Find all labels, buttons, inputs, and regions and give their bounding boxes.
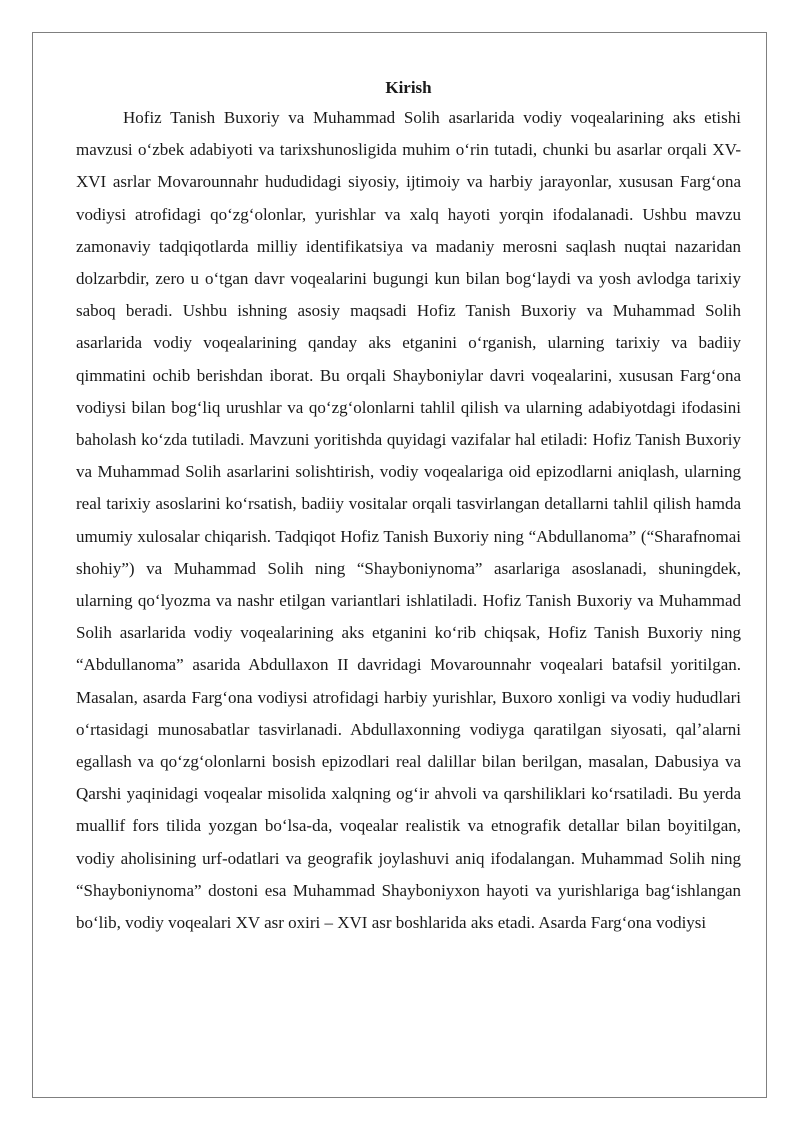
document-body xyxy=(76,74,741,939)
body-paragraph: Hofiz Tanish Buxoriy va Muhammad Solih asarlarida vodiy voqealarining aks etishi mavzusi oʻzbek adabiyoti va tarixshunosligida muhim oʻrin tutadi, chunki bu asarlar orqali XV-XVI asrlar Movarounnahr hududidagi siyosiy, ijtimoiy va harbiy jarayonlar, xususan Fargʻona vodiysi atrofidagi qoʻzgʻolonlar, yurishlar va xalq hayoti yorqin ifodalanadi. Ushbu mavzu zamonaviy tadqiqotlarda milliy identifikatsiya va madaniy merosni saqlash nuqtai nazaridan dolzarbdir, zero u oʻtgan davr voqealarini bugungi kun bilan bogʻlaydi va yosh avlodga tarixiy saboq beradi. Ushbu ishning asosiy maqsadi Hofiz Tanish Buxoriy va Muhammad Solih asarlarida vodiy voqealarining qanday aks etganini oʻrganish, ularning tarixiy va badiiy qimmatini ochib berishdan iborat. Bu orqali Shayboniylar davri voqealarini, xususan Fargʻona vodiysi bilan bogʻliq urushlar va qoʻzgʻolonlarni tahlil qilish va ularning adabiyotdagi ifodasini baholash koʻzda tutiladi. Mavzuni yoritishda quyidagi vazifalar hal etiladi: Hofiz Tanish Buxoriy va Muhammad Solih asarlarini solishtirish, vodiy voqealariga oid epizodlarni aniqlash, ularning real tarixiy asoslarini koʻrsatish, badiiy vositalar orqali tasvirlangan detallarni tahlil qilish hamda umumiy xulosalar chiqarish. Tadqiqot Hofiz Tanish Buxoriy ning “Abdullanoma” (“Sharafnomai shohiy”) va Muhammad Solih ning “Shayboniynoma” asarlariga asoslanadi, shuningdek, ularning qoʻlyozma va nashr etilgan variantlari ishlatiladi. Hofiz Tanish Buxoriy va Muhammad Solih asarlarida vodiy voqealarining aks etganini koʻrib chiqsak, Hofiz Tanish Buxoriy ning “Abdullanoma” asarida Abdullaxon II davridagi Movarounnahr voqealari batafsil yoritilgan. Masalan, asarda Fargʻona vodiysi atrofidagi harbiy yurishlar, Buxoro xonligi va vodiy hududlari oʻrtasidagi munosabatlar tasvirlanadi. Abdullaxonning vodiyga qaratilgan siyosati, qalʼalarni egallash va qoʻzgʻolonlarni bosish epizodlari real dalillar bilan berilgan, masalan, Dabusiya va Qarshi yaqinidagi voqealar misolida xalqning ogʻir ahvoli va qarshiliklari koʻrsatiladi. Bu yerda muallif fors tilida yozgan boʻlsa-da, voqealar realistik va etnografik detallar bilan boyitilgan, vodiy aholisining urf-odatlari va geografik joylashuvi aniq ifodalangan. Muhammad Solih ning “Shayboniynoma” dostoni esa Muhammad Shayboniyxon hayoti va yurishlariga bagʻishlangan boʻlib, vodiy voqealari XV asr oxiri – XVI asr boshlarida aks etadi. Asarda Fargʻona vodiysi xyxy=(76,108,741,933)
section-heading: Kirish xyxy=(385,78,432,97)
